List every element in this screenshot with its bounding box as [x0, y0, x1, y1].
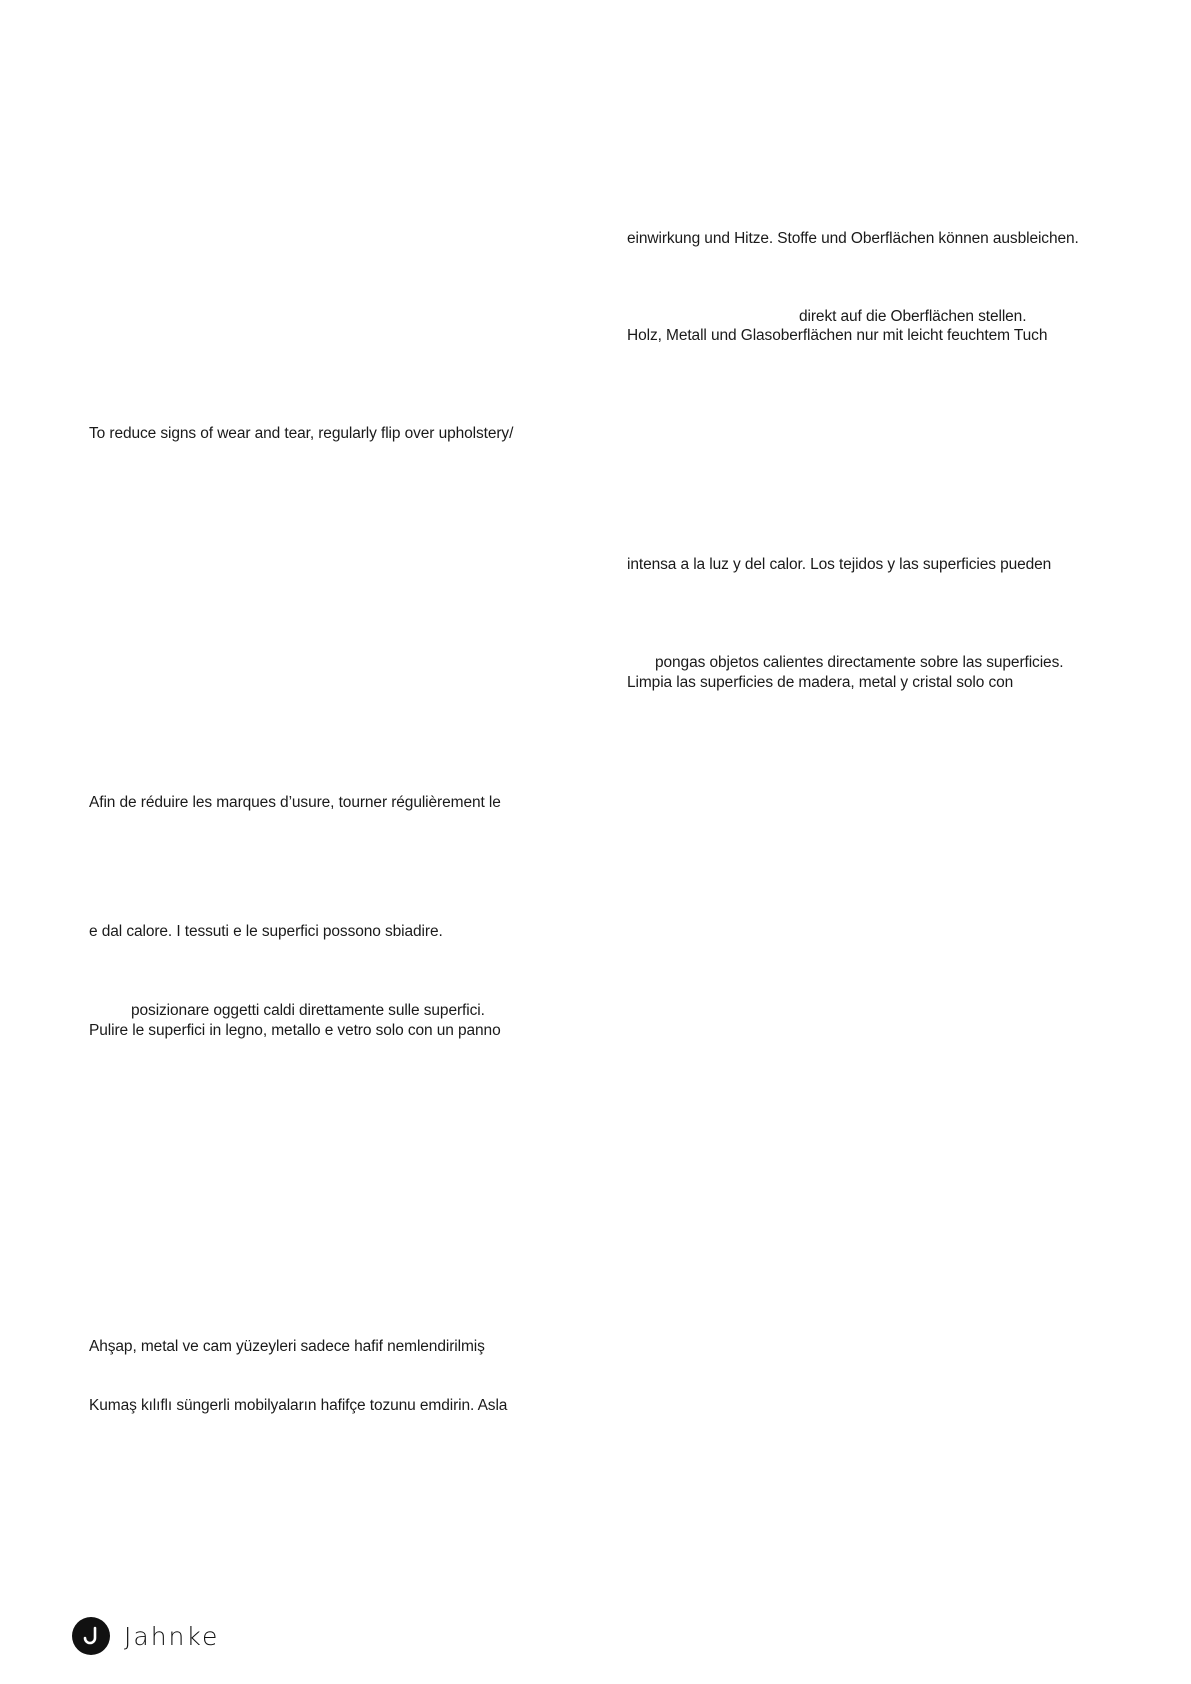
de-text-line: Holz, Metall und Glasoberflächen nur mit leicht feuchtem Tuch — [627, 327, 1048, 344]
en-text-line: To reduce signs of wear and tear, regularly flip over upholstery/ — [89, 425, 514, 442]
it-text-line: Pulire le superfici in legno, metallo e vetro solo con un panno — [89, 1022, 501, 1039]
jahnke-logo-icon — [72, 1617, 110, 1655]
es-text-line: intensa a la luz y del calor. Los tejidos y las superficies pueden — [627, 556, 1052, 573]
es-text-line: pongas objetos calientes directamente sobre las superficies. — [655, 654, 1064, 671]
it-text-line: posizionare oggetti caldi direttamente sulle superfici. — [131, 1002, 485, 1019]
es-text-line: Limpia las superficies de madera, metal y cristal solo con — [627, 674, 1014, 691]
brand-name: Jahnke — [124, 1621, 220, 1651]
de-text-line: einwirkung und Hitze. Stoffe und Oberflächen können ausbleichen. — [627, 230, 1079, 247]
de-text-line: direkt auf die Oberflächen stellen. — [799, 308, 1027, 325]
tr-text-line: Ahşap, metal ve cam yüzeyleri sadece hafif nemlendirilmiş — [89, 1338, 485, 1355]
it-text-line: e dal calore. I tessuti e le superfici possono sbiadire. — [89, 923, 443, 940]
fr-text-line: Afin de réduire les marques d’usure, tourner régulièrement le — [89, 794, 501, 811]
tr-text-line: Kumaş kılıflı süngerli mobilyaların hafifçe tozunu emdirin. Asla — [89, 1397, 508, 1414]
brand-logo — [72, 1617, 219, 1655]
